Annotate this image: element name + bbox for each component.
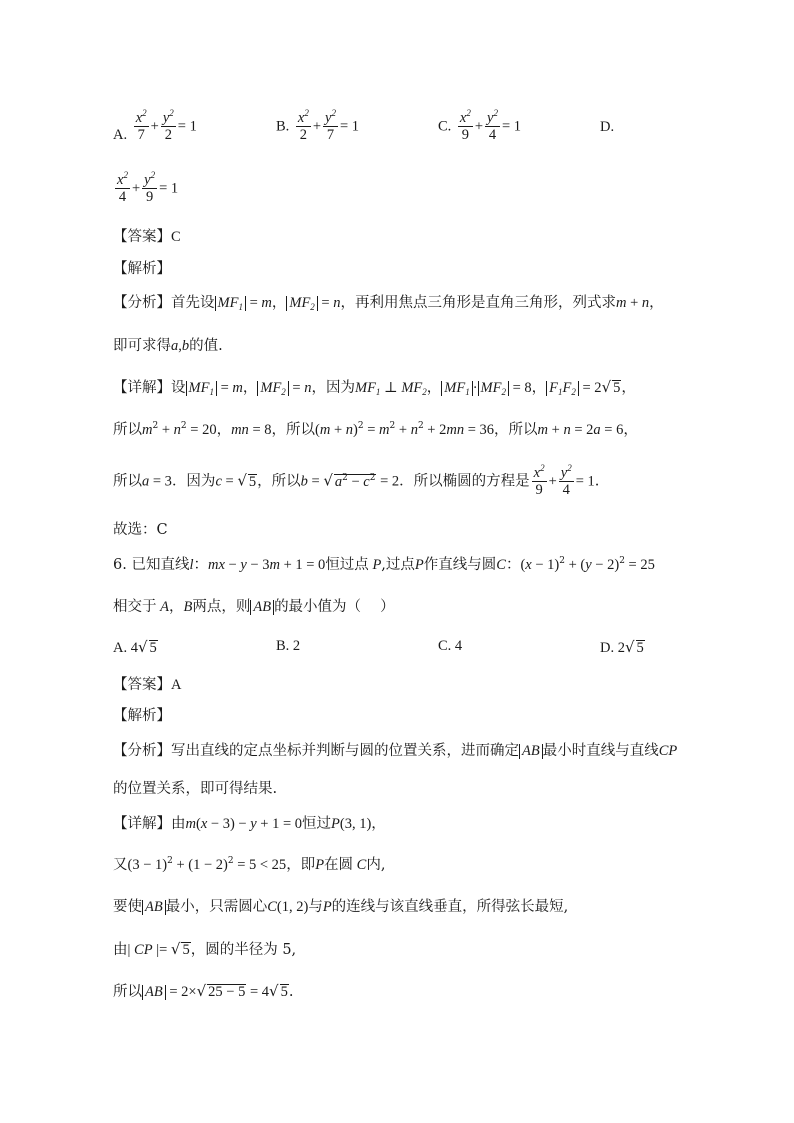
detail-line: 又$(3 - 1)^2 + (1 - 2)^2 = 5 < 25$，即P在圆 C内, (113, 856, 386, 873)
fraction: $\frac{y^2}{7}$ (325, 108, 336, 143)
detail-line: 要使 AB 最小，只需圆心C(1, 2)与P的连线与该直线垂直，所得弦长最短, (113, 899, 569, 915)
analysis-line: 的位置关系，即可得结果. (113, 781, 278, 797)
option-a: A. 4√ 5 (113, 638, 157, 656)
fraction: $\frac{y^2}{9}$ (144, 170, 156, 205)
detail-line: 由| CP |= √ 5，圆的半径为 5, (113, 940, 297, 958)
option-a: A. $\frac{x^2}{7}$ + $\frac{y^2}{2}$ = 1 (113, 108, 197, 143)
fraction: $\frac{y^2}{4}$ (487, 108, 498, 143)
option-label: A. (113, 126, 128, 143)
detail-line: 【详解】由m(x − 3) − y + 1 = 0恒过P(3, 1)， (113, 816, 386, 832)
fraction: $\frac{x^2}{4}$ (117, 170, 128, 205)
analysis-heading: 【解析】 (113, 261, 171, 277)
question-stem: 相交于 A，B两点，则 AB 的最小值为（ ） (113, 599, 395, 615)
option-label: B. (276, 118, 290, 135)
option-c: C. 4 (438, 638, 463, 654)
detail-line: 所以$m^2 + n^2 = 20$，mn = 8，所以$(m + n)^2 = m^2 + n^2 + 2mn = 36$，所以m + n = 2a = 6， (113, 421, 638, 438)
analysis-line: 即可求得a,b的值. (113, 338, 223, 354)
answer-line: 【答案】A (113, 677, 182, 693)
option-c: C. $\frac{x^2}{9}$ + $\frac{y^2}{4}$ = 1 (438, 108, 522, 143)
analysis-heading: 【解析】 (113, 708, 171, 724)
detail-line: 所以 AB = 2×√ 25 − 5 = 4√ 5. (113, 982, 294, 1000)
answer-line: 【答案】C (113, 229, 181, 245)
option-b: B. $\frac{x^2}{2}$ + $\frac{y^2}{7}$ = 1 (276, 108, 360, 143)
fraction: $\frac{x^2}{2}$ (297, 108, 309, 143)
detail-line: 【详解】设 $MF_1 = m$， $MF_2 = n$，因为$MF_1$ ⊥ $MF_2$， $MF_1 \cdot MF_2 = 8$， $F_1F_2 = 2√$ 5， (113, 378, 636, 397)
detail-line: 所以a = 3．因为c = √ 5，所以b = √ $a^2 - c^2 = 2$．所以椭圆的方程是 $\frac{x^2}{9}$ + $\frac{y^2}{4}$ = 1. (113, 463, 600, 498)
option-d: $\frac{x^2}{4}$ + $\frac{y^2}{9}$ = 1 (117, 170, 179, 205)
option-b: B. 2 (276, 638, 301, 654)
option-label: C. (438, 118, 452, 135)
fraction: $\frac{y^2}{2}$ (162, 108, 174, 143)
choose-line: 故选：C (113, 522, 168, 538)
analysis-line: 【分析】写出直线的定点坐标并判断与圆的位置关系，进而确定 AB 最小时直线与直线CP (113, 743, 678, 759)
option-d: D. 2√ 5 (600, 638, 644, 656)
option-d-label: D. (600, 119, 615, 135)
fraction: $\frac{x^2}{9}$ (459, 108, 471, 143)
question-stem: 6. 已知直线l：mx − y − 3m + 1 = 0恒过点 P,过点P作直线与圆C：$(x - 1)^2 + (y - 2)^2 = 25$ (113, 556, 655, 573)
analysis-line: 【分析】首先设 $MF_1 = m$， $MF_2 = n$，再利用焦点三角形是直角三角形，列式求m + n， (113, 295, 664, 312)
fraction: $\frac{x^2}{7}$ (135, 108, 147, 143)
fraction: $\frac{x^2}{9}$ (533, 463, 545, 498)
fraction: $\frac{y^2}{4}$ (560, 463, 572, 498)
